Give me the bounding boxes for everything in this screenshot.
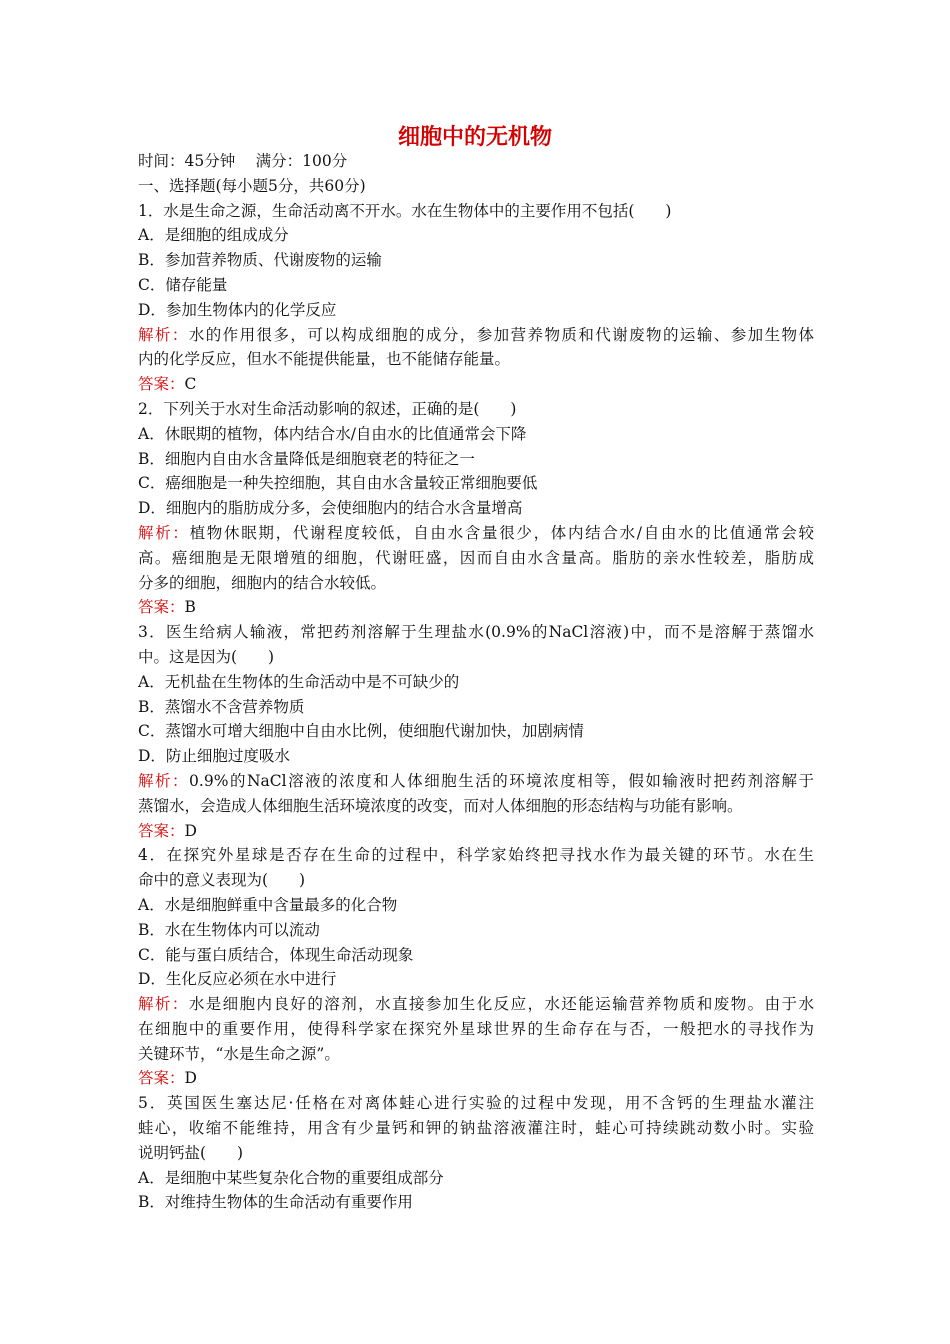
analysis-label: 解析： [138,325,189,344]
option-c: C．能与蛋白质结合，体现生命活动现象 [138,945,414,964]
answer-label: 答案： [138,1069,185,1088]
question-3 [138,620,814,843]
option-c: C．蒸馏水可增大细胞中自由水比例，使细胞代谢加快，加剧病情 [138,722,584,741]
analysis-line [138,521,814,546]
answer-value: B [184,598,196,617]
question-5 [138,1091,814,1215]
analysis-label: 解析： [138,995,189,1014]
option-b: B．细胞内自由水含量降低是细胞衰老的特征之一 [138,449,475,468]
option-c: C．癌细胞是一种失控细胞，其自由水含量较正常细胞要低 [138,474,538,493]
analysis-text: 0.9%的NaCl溶液的浓度和人体细胞生活的环境浓度相等，假如输液时把药剂溶解于 [189,771,814,790]
page-title: 细胞中的无机物 [397,124,552,150]
option-d: D．生化反应必须在水中进行 [138,970,337,989]
option-a: A．是细胞的组成成分 [138,226,289,245]
option-a: A．水是细胞鲜重中含量最多的化合物 [138,895,398,914]
analysis-line [138,323,814,348]
question-stem: 命中的意义表现为( ) [138,871,306,890]
option-c: C．储存能量 [138,275,228,294]
answer-value: D [184,1069,197,1088]
analysis-line [138,992,814,1017]
analysis-text: 水是细胞内良好的溶剂，水直接参加生化反应，水还能运输营养物质和废物。由于水 [188,995,814,1014]
question-1 [138,199,814,397]
option-b: B．水在生物体内可以流动 [138,920,320,939]
analysis-line: 关键环节，“水是生命之源”。 [138,1044,340,1063]
answer-line [138,819,814,844]
question-stem: 说明钙盐( ) [138,1143,244,1162]
answer-line [138,372,814,397]
time-info: 时间：45分钟 满分：100分 [138,152,348,170]
question-stem: 5．英国医生塞达尼·任格在对离体蛙心进行实验的过程中发现，用不含钙的生理盐水灌注 [138,1094,814,1113]
question-stem: 4．在探究外星球是否存在生命的过程中，科学家始终把寻找水作为最关键的环节。水在生 [138,846,814,865]
answer-value: D [184,821,197,840]
analysis-line: 在细胞中的重要作用，使得科学家在探究外星球世界的生命存在与否，一般把水的寻找作为 [138,1019,814,1038]
question-stem: 蛙心，收缩不能维持，用含有少量钙和钾的钠盐溶液灌注时，蛙心可持续跳动数小时。实验 [138,1119,814,1138]
question-stem: 中。这是因为( ) [138,647,275,666]
option-b: B．对维持生物体的生命活动有重要作用 [138,1193,413,1212]
analysis-text: 植物休眠期，代谢程度较低，自由水含量很少，体内结合水/自由水的比值通常会较 [189,523,814,542]
analysis-line: 内的化学反应，但水不能提供能量，也不能储存能量。 [138,350,511,369]
option-a: A．休眠期的植物，体内结合水/自由水的比值通常会下降 [138,424,527,443]
option-d: D．细胞内的脂肪成分多，会使细胞内的结合水含量增高 [138,499,523,518]
document-body [138,149,814,1215]
answer-label: 答案： [138,598,185,617]
option-d: D．防止细胞过度吸水 [138,747,290,766]
question-4 [138,843,814,1091]
answer-label: 答案： [138,375,185,394]
section-heading: 一、选择题(每小题5分，共60分) [138,176,366,195]
question-stem: 1．水是生命之源，生命活动离不开水。水在生物体中的主要作用不包括( ) [138,201,672,220]
analysis-line: 蒸馏水，会造成人体细胞生活环境浓度的改变，而对人体细胞的形态结构与功能有影响。 [138,796,743,815]
analysis-label: 解析： [138,771,190,790]
analysis-line: 高。癌细胞是无限增殖的细胞，代谢旺盛，因而自由水含量高。脂肪的亲水性较差，脂肪成 [138,548,814,567]
question-2 [138,397,814,620]
analysis-line: 分多的细胞，细胞内的结合水较低。 [138,573,387,592]
analysis-line [138,769,814,794]
option-a: A．无机盐在生物体的生命活动中是不可缺少的 [138,672,460,691]
question-stem: 3．医生给病人输液，常把药剂溶解于生理盐水(0.9%的NaCl溶液)中，而不是溶解于蒸馏水 [138,623,814,642]
option-d: D．参加生物体内的化学反应 [138,300,337,319]
answer-line [138,1066,814,1091]
analysis-text: 水的作用很多，可以构成细胞的成分，参加营养物质和代谢废物的运输、参加生物体 [188,325,814,344]
answer-line [138,595,814,620]
option-a: A．是细胞中某些复杂化合物的重要组成部分 [138,1168,444,1187]
answer-value: C [184,375,197,394]
answer-label: 答案： [138,821,185,840]
option-b: B．蒸馏水不含营养物质 [138,697,305,716]
question-stem: 2．下列关于水对生命活动影响的叙述，正确的是( ) [138,399,517,418]
analysis-label: 解析： [138,523,190,542]
option-b: B．参加营养物质、代谢废物的运输 [138,251,382,270]
